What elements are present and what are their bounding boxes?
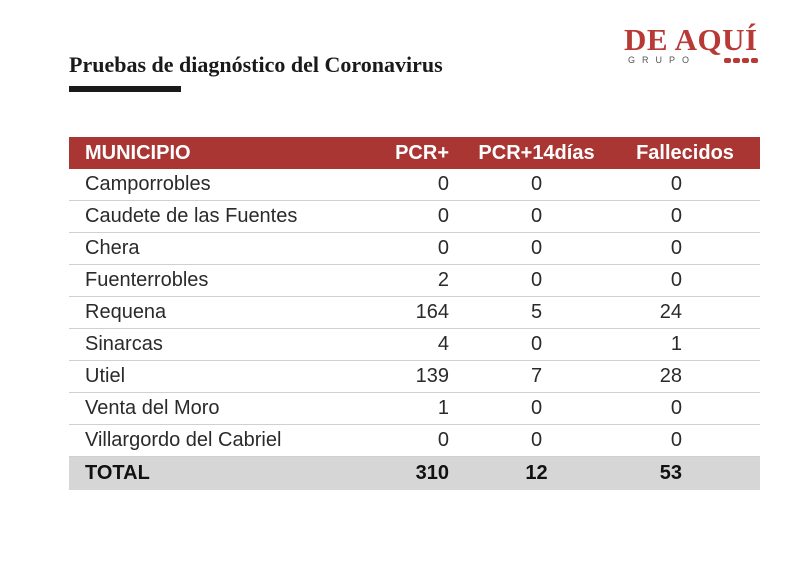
total-pcr: 310 bbox=[369, 457, 449, 491]
logo-subtitle: GRUPO bbox=[628, 55, 697, 65]
cell-pcr: 1 bbox=[369, 393, 449, 425]
cell-pcr14: 0 bbox=[449, 201, 610, 233]
cell-fallecidos: 0 bbox=[610, 169, 760, 201]
total-fallecidos: 53 bbox=[610, 457, 760, 491]
cell-fallecidos: 24 bbox=[610, 297, 760, 329]
table-row bbox=[69, 201, 760, 233]
table-row bbox=[69, 297, 760, 329]
cell-pcr14: 0 bbox=[449, 169, 610, 201]
total-row bbox=[69, 457, 760, 491]
table-row bbox=[69, 393, 760, 425]
cell-pcr: 4 bbox=[369, 329, 449, 361]
cell-municipio: Camporrobles bbox=[69, 169, 369, 201]
cell-municipio: Caudete de las Fuentes bbox=[69, 201, 369, 233]
cell-pcr14: 0 bbox=[449, 329, 610, 361]
column-header-fallecidos: Fallecidos bbox=[610, 137, 760, 169]
cell-pcr: 0 bbox=[369, 425, 449, 457]
cell-fallecidos: 0 bbox=[610, 265, 760, 297]
cell-pcr14: 7 bbox=[449, 361, 610, 393]
cell-pcr14: 0 bbox=[449, 233, 610, 265]
brand-logo bbox=[624, 22, 758, 66]
cell-pcr: 139 bbox=[369, 361, 449, 393]
cell-municipio: Fuenterrobles bbox=[69, 265, 369, 297]
cell-municipio: Sinarcas bbox=[69, 329, 369, 361]
total-label: TOTAL bbox=[69, 457, 369, 491]
logo-dots-icon bbox=[724, 58, 758, 63]
table-row bbox=[69, 425, 760, 457]
cell-fallecidos: 0 bbox=[610, 393, 760, 425]
table-row bbox=[69, 169, 760, 201]
logo-wordmark: DE AQUÍ bbox=[624, 22, 758, 57]
covid-tests-table bbox=[69, 137, 760, 490]
cell-fallecidos: 28 bbox=[610, 361, 760, 393]
page-title: Pruebas de diagnóstico del Coronavirus bbox=[69, 52, 443, 77]
cell-pcr: 2 bbox=[369, 265, 449, 297]
cell-pcr: 0 bbox=[369, 169, 449, 201]
cell-fallecidos: 1 bbox=[610, 329, 760, 361]
cell-fallecidos: 0 bbox=[610, 233, 760, 265]
cell-municipio: Chera bbox=[69, 233, 369, 265]
cell-municipio: Venta del Moro bbox=[69, 393, 369, 425]
cell-pcr14: 0 bbox=[449, 425, 610, 457]
table-header-row bbox=[69, 137, 760, 169]
cell-pcr14: 0 bbox=[449, 393, 610, 425]
cell-municipio: Villargordo del Cabriel bbox=[69, 425, 369, 457]
total-pcr14: 12 bbox=[449, 457, 610, 491]
cell-municipio: Requena bbox=[69, 297, 369, 329]
cell-municipio: Utiel bbox=[69, 361, 369, 393]
cell-fallecidos: 0 bbox=[610, 201, 760, 233]
cell-pcr: 0 bbox=[369, 233, 449, 265]
table-row bbox=[69, 329, 760, 361]
title-underline bbox=[69, 86, 181, 92]
cell-pcr14: 5 bbox=[449, 297, 610, 329]
table-row bbox=[69, 265, 760, 297]
table-row bbox=[69, 361, 760, 393]
cell-fallecidos: 0 bbox=[610, 425, 760, 457]
table-row bbox=[69, 233, 760, 265]
cell-pcr: 0 bbox=[369, 201, 449, 233]
column-header-pcr: PCR+ bbox=[369, 137, 449, 169]
column-header-municipio: MUNICIPIO bbox=[69, 137, 369, 169]
column-header-pcr14: PCR+14días bbox=[449, 137, 610, 169]
cell-pcr14: 0 bbox=[449, 265, 610, 297]
cell-pcr: 164 bbox=[369, 297, 449, 329]
